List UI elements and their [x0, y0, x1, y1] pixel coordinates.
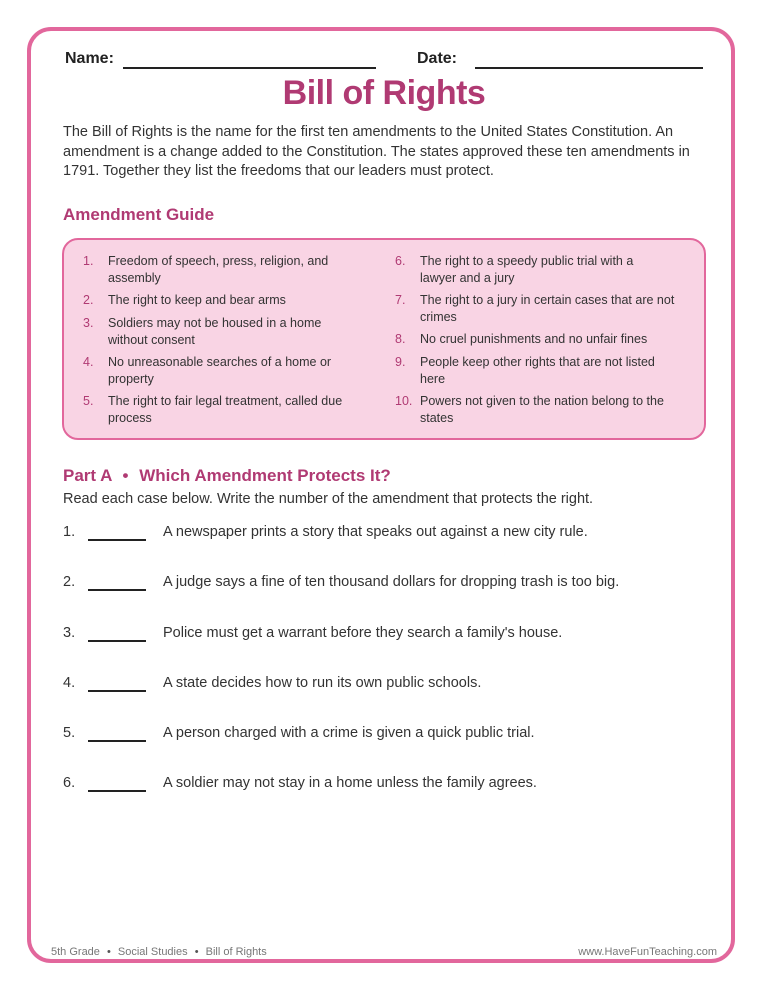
amendment-number: 4.: [83, 355, 94, 369]
amendment-number: 1.: [83, 254, 94, 268]
amendment-guide-box: [62, 238, 706, 440]
amendment-guide-heading: Amendment Guide: [63, 205, 215, 224]
question-text: A state decides how to run its own public schools.: [163, 675, 482, 691]
name-label: Name:: [65, 50, 114, 67]
answer-blank[interactable]: [88, 690, 146, 692]
name-date-row: [65, 50, 705, 72]
question-number: 3.: [63, 625, 76, 641]
amendment-text: Freedom of speech, press, religion, and assembly: [108, 254, 329, 285]
date-field[interactable]: [475, 67, 703, 69]
name-field[interactable]: [123, 67, 376, 69]
intro-paragraph: The Bill of Rights is the name for the first ten amendments to the United States Constitution. An amendment is a change added to the Constitution. The states approved these ten amendments in 1791. Together they list the freedoms that our leaders must protect.: [63, 124, 690, 179]
question-number: 1.: [63, 524, 76, 540]
footer-separator: •: [106, 946, 111, 958]
question-row: [63, 725, 723, 749]
amendment-number: 3.: [83, 316, 94, 330]
worksheet-title: Bill of Rights: [282, 74, 486, 112]
date-label: Date:: [417, 50, 458, 67]
amendment-number: 10.: [395, 394, 413, 408]
amendment-text: The right to keep and bear arms: [108, 293, 286, 307]
question-number: 4.: [63, 675, 76, 691]
question-row: [63, 524, 723, 548]
question-text: A person charged with a crime is given a quick public trial.: [163, 725, 535, 741]
question-text: A judge says a fine of ten thousand dollars for dropping trash is too big.: [163, 574, 620, 590]
answer-blank[interactable]: [88, 539, 146, 541]
amendment-text: The right to a jury in certain cases that are not crimes: [420, 293, 675, 324]
part-a-bullet: •: [122, 466, 129, 485]
amendment-text: The right to fair legal treatment, called due process: [108, 394, 343, 425]
question-row: [63, 675, 723, 699]
answer-blank[interactable]: [88, 740, 146, 742]
footer-grade: 5th Grade: [51, 946, 100, 958]
part-a-heading: [63, 466, 391, 486]
part-a-label: Part A: [63, 466, 112, 485]
answer-blank[interactable]: [88, 790, 146, 792]
question-number: 6.: [63, 775, 76, 791]
question-row: [63, 775, 723, 799]
part-a-title: Which Amendment Protects It?: [139, 466, 391, 485]
amendment-text: No unreasonable searches of a home or property: [108, 355, 332, 386]
footer-separator: •: [194, 946, 199, 958]
question-row: [63, 574, 723, 598]
question-text: A newspaper prints a story that speaks out against a new city rule.: [163, 524, 588, 540]
question-text: Police must get a warrant before they search a family's house.: [163, 625, 563, 641]
answer-blank[interactable]: [88, 640, 146, 642]
footer-breadcrumb: [51, 946, 267, 958]
amendment-number: 8.: [395, 332, 406, 346]
amendment-text: The right to a speedy public trial with a lawyer and a jury: [420, 254, 634, 285]
footer-topic: Bill of Rights: [205, 946, 267, 958]
amendment-text: No cruel punishments and no unfair fines: [420, 332, 648, 346]
question-number: 5.: [63, 725, 76, 741]
question-number: 2.: [63, 574, 76, 590]
amendment-number: 9.: [395, 355, 406, 369]
question-text: A soldier may not stay in a home unless the family agrees.: [163, 775, 537, 791]
part-a-instructions: Read each case below. Write the number of the amendment that protects the right.: [63, 491, 594, 507]
footer-subject: Social Studies: [117, 946, 188, 958]
amendment-text: People keep other rights that are not listed here: [420, 355, 655, 386]
amendment-number: 6.: [395, 254, 406, 268]
amendment-text: Powers not given to the nation belong to the states: [420, 394, 664, 425]
amendment-number: 7.: [395, 293, 406, 307]
answer-blank[interactable]: [88, 589, 146, 591]
amendment-number: 2.: [83, 293, 94, 307]
amendment-text: Soldiers may not be housed in a home without consent: [108, 316, 322, 347]
question-row: [63, 625, 723, 649]
footer-website[interactable]: www.HaveFunTeaching.com: [578, 946, 717, 958]
amendment-number: 5.: [83, 394, 94, 408]
